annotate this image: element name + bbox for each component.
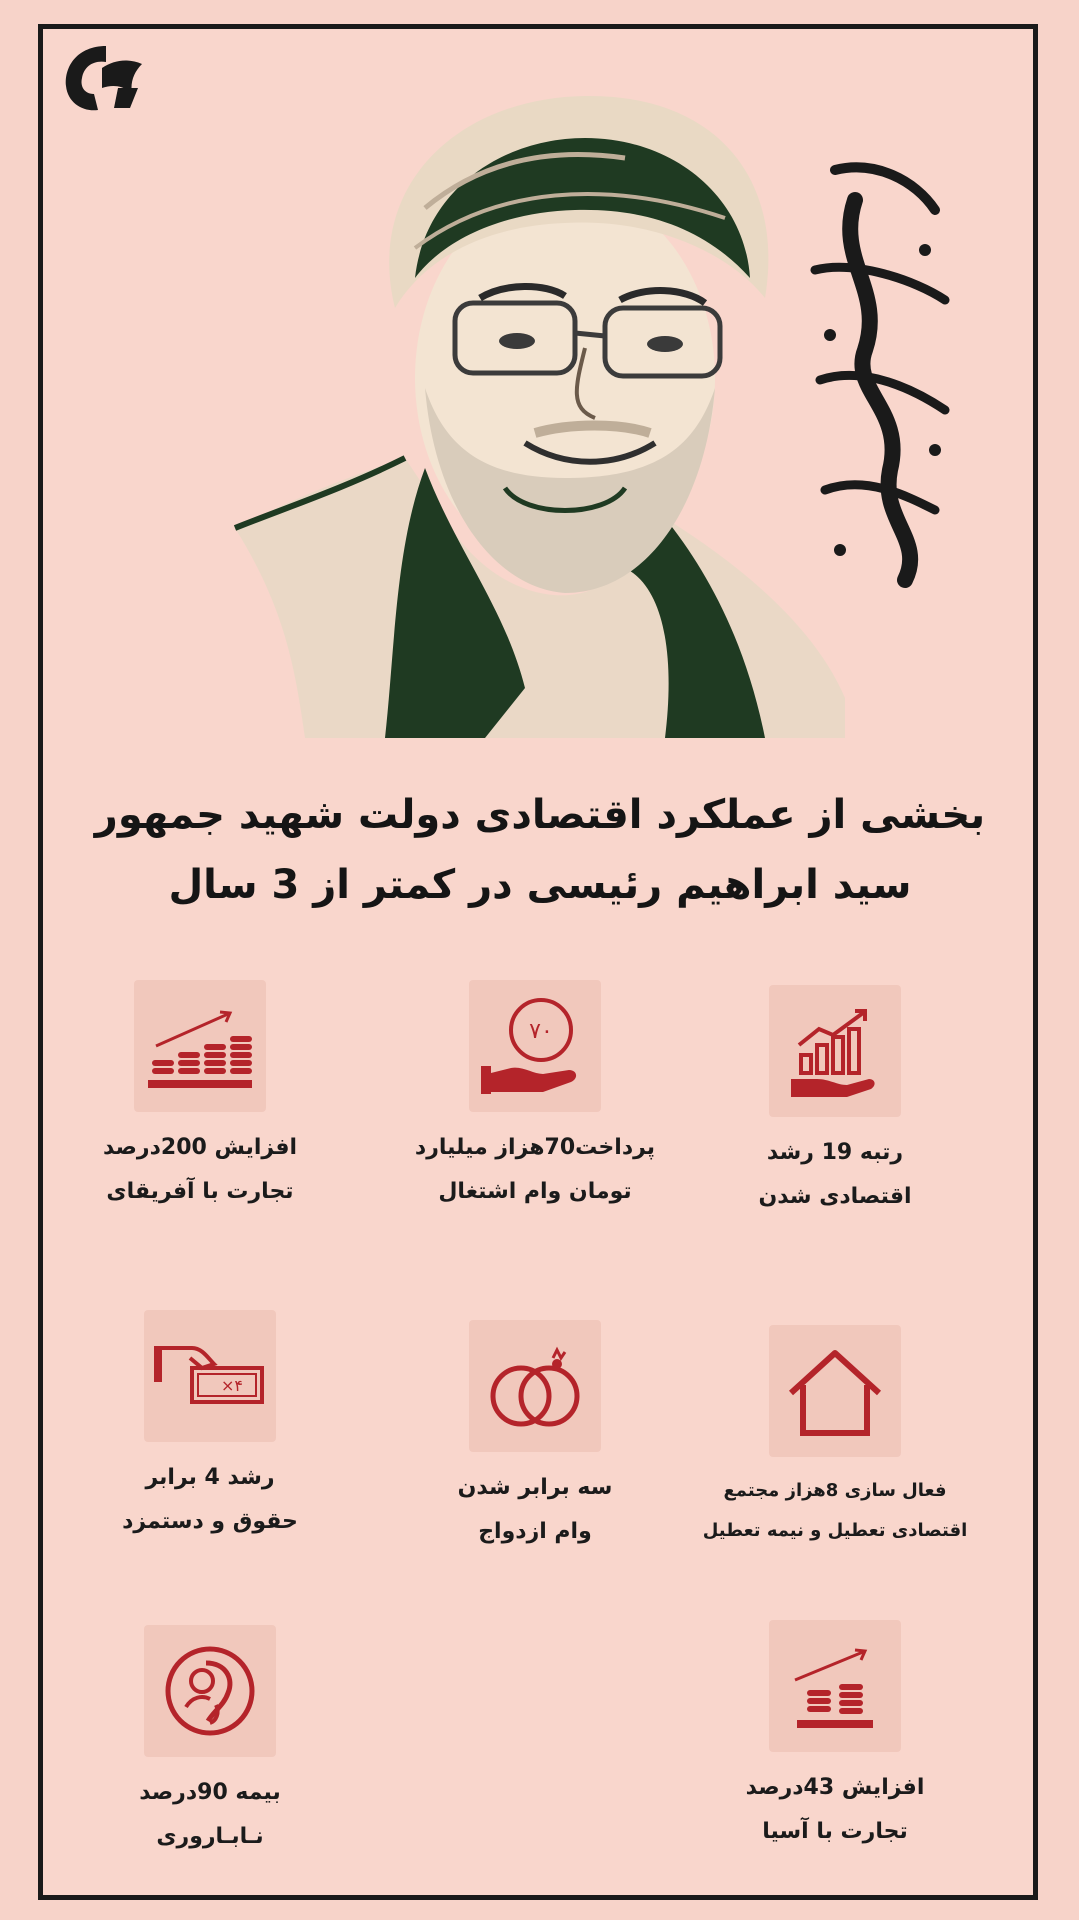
stat-card [690,985,980,1219]
stat-caption: رتبه 19 رشد اقتصادی شدن [758,1140,912,1209]
coin-stacks-arrow-icon [769,1620,901,1752]
coin-stacks-growth-icon [134,980,266,1112]
stat-caption: فعال سازی 8هزاز مجتمع اقتصادی تعطیل و نیمه تعطیل [702,1480,968,1541]
wedding-rings-icon [469,1320,601,1452]
headline-line-2: سید ابراهیم رئیسی در کمتر از 3 سال [168,862,912,908]
calligraphy-art [795,150,970,590]
svg-text:×۴: ×۴ [221,1376,243,1395]
stat-card [65,1625,355,1859]
headline [60,780,1020,920]
growth-chart-hand-icon [769,985,901,1117]
headline-line-1: بخشی از عملکرد اقتصادی دولت شهید جمهور [94,792,986,838]
stat-card [390,1320,680,1554]
salary-hand-x4-icon [144,1310,276,1442]
stat-card [690,1325,980,1551]
svg-text:٧٠: ٧٠ [529,1019,553,1044]
stat-caption: بیمه 90درصد نـابـاروری [139,1780,281,1849]
house-icon [769,1325,901,1457]
stat-caption: رشد 4 برابر حقوق و دستمزد [122,1465,298,1534]
stat-card [65,1310,355,1544]
stat-card [690,1620,980,1854]
brand-logo-icon [58,38,154,118]
stat-caption: افزایش 43درصد تجارت با آسیا [745,1775,925,1844]
stat-caption: سه برابر شدن وام ازدواج [457,1475,613,1544]
stat-card [55,980,345,1214]
fetus-icon [144,1625,276,1757]
stat-card [390,980,680,1214]
stat-caption: پرداخت70هزاز میلیارد تومان وام اشتغال [414,1135,656,1204]
portrait-illustration [225,48,855,738]
coin-70-hand-icon [469,980,601,1112]
stat-caption: افزایش 200درصد تجارت با آفریقای [102,1135,298,1204]
